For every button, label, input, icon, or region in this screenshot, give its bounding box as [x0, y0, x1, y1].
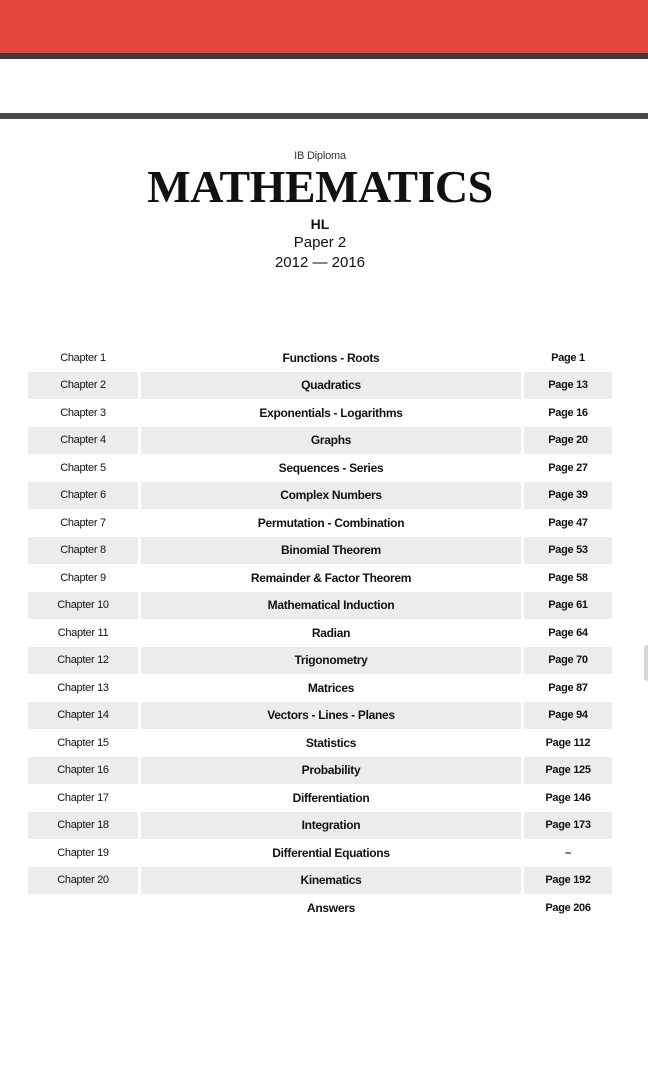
- page-number: Page 27: [548, 461, 588, 474]
- toc-row: [28, 344, 612, 372]
- chapter-label: Chapter 18: [28, 812, 138, 840]
- page-number: Page 13: [524, 372, 612, 400]
- scroll-edge-marker: [644, 645, 648, 681]
- page-number: Page 39: [524, 482, 612, 510]
- level-label: HL: [310, 216, 330, 232]
- chapter-title: Differentiation: [292, 790, 370, 805]
- chapter-title: Differential Equations: [272, 845, 390, 860]
- chapter-label: Chapter 4: [28, 427, 138, 455]
- chapter-title: Vectors - Lines - Planes: [141, 702, 521, 730]
- toc-row: [28, 784, 612, 812]
- page-number: Page 125: [524, 757, 612, 785]
- paper-label: Paper 2: [293, 234, 347, 251]
- toc-row: [28, 757, 612, 785]
- chapter-title: Functions - Roots: [282, 350, 380, 365]
- chapter-title: Exponentials - Logarithms: [259, 405, 403, 420]
- chapter-title: Statistics: [305, 735, 357, 750]
- chapter-label: Chapter 11: [57, 626, 109, 639]
- chapter-label: Chapter 10: [28, 592, 138, 620]
- toc-row: [28, 372, 612, 400]
- page-number: –: [565, 846, 571, 859]
- top-banner: [0, 0, 648, 53]
- chapter-label: [28, 894, 138, 922]
- chapter-title: Kinematics: [141, 867, 521, 895]
- toc-row: [28, 812, 612, 840]
- chapter-label: Chapter 7: [60, 516, 106, 529]
- toc-row: [28, 647, 612, 675]
- chapter-label: Chapter 17: [57, 791, 109, 804]
- chapter-label: Chapter 20: [28, 867, 138, 895]
- chapter-label: Chapter 8: [28, 537, 138, 565]
- page-number: Page 58: [548, 571, 588, 584]
- page-number: Page 146: [545, 791, 591, 804]
- toc-row: [28, 619, 612, 647]
- toc-row: [28, 399, 612, 427]
- page-number: Page 20: [524, 427, 612, 455]
- toc-row: [28, 839, 612, 867]
- page-number: Page 112: [545, 736, 591, 749]
- toc-row: [28, 702, 612, 730]
- chapter-label: Chapter 9: [60, 571, 106, 584]
- page-number: Page 53: [524, 537, 612, 565]
- chapter-label: Chapter 16: [28, 757, 138, 785]
- page-number: Page 47: [548, 516, 588, 529]
- chapter-title: Probability: [141, 757, 521, 785]
- page-number: Page 64: [548, 626, 588, 639]
- page-number: Page 173: [524, 812, 612, 840]
- toc-row: [28, 537, 612, 565]
- header-divider: [0, 113, 648, 119]
- chapter-label: Chapter 2: [28, 372, 138, 400]
- top-divider: [0, 53, 648, 59]
- chapter-label: Chapter 5: [60, 461, 106, 474]
- cover-header: [0, 150, 640, 273]
- toc-row: [28, 427, 612, 455]
- chapter-title: Integration: [141, 812, 521, 840]
- page-number: Page 16: [548, 406, 588, 419]
- toc-row: [28, 592, 612, 620]
- chapter-title: Answers: [307, 900, 355, 915]
- toc-row: [28, 482, 612, 510]
- chapter-label: Chapter 12: [28, 647, 138, 675]
- chapter-label: Chapter 6: [28, 482, 138, 510]
- toc-row: [28, 509, 612, 537]
- page-number: Page 94: [524, 702, 612, 730]
- chapter-label: Chapter 1: [60, 351, 106, 364]
- chapter-title: Graphs: [141, 427, 521, 455]
- toc-row: [28, 729, 612, 757]
- years-label: 2012 — 2016: [274, 254, 366, 271]
- program-label: IB Diploma: [294, 150, 346, 162]
- toc-row: [28, 454, 612, 482]
- page-number: Page 206: [545, 901, 591, 914]
- page-number: Page 1: [551, 351, 585, 364]
- chapter-title: Mathematical Induction: [141, 592, 521, 620]
- chapter-title: Remainder & Factor Theorem: [250, 570, 412, 585]
- page-number: Page 87: [548, 681, 588, 694]
- chapter-label: Chapter 15: [57, 736, 109, 749]
- toc-row: [28, 674, 612, 702]
- chapter-title: Matrices: [307, 680, 355, 695]
- chapter-title: Radian: [311, 625, 351, 640]
- chapter-label: Chapter 19: [57, 846, 109, 859]
- page-number: Page 192: [524, 867, 612, 895]
- page-number: Page 70: [524, 647, 612, 675]
- page-title: MATHEMATICS: [147, 161, 493, 212]
- page-number: Page 61: [524, 592, 612, 620]
- chapter-title: Binomial Theorem: [141, 537, 521, 565]
- chapter-title: Permutation - Combination: [257, 515, 405, 530]
- chapter-label: Chapter 3: [60, 406, 106, 419]
- chapter-title: Trigonometry: [141, 647, 521, 675]
- chapter-label: Chapter 14: [28, 702, 138, 730]
- toc-row: [28, 894, 612, 922]
- chapter-title: Complex Numbers: [141, 482, 521, 510]
- chapter-title: Sequences - Series: [278, 460, 384, 475]
- chapter-label: Chapter 13: [57, 681, 109, 694]
- chapter-title: Quadratics: [141, 372, 521, 400]
- table-of-contents: [28, 344, 612, 922]
- toc-row: [28, 564, 612, 592]
- toc-row: [28, 867, 612, 895]
